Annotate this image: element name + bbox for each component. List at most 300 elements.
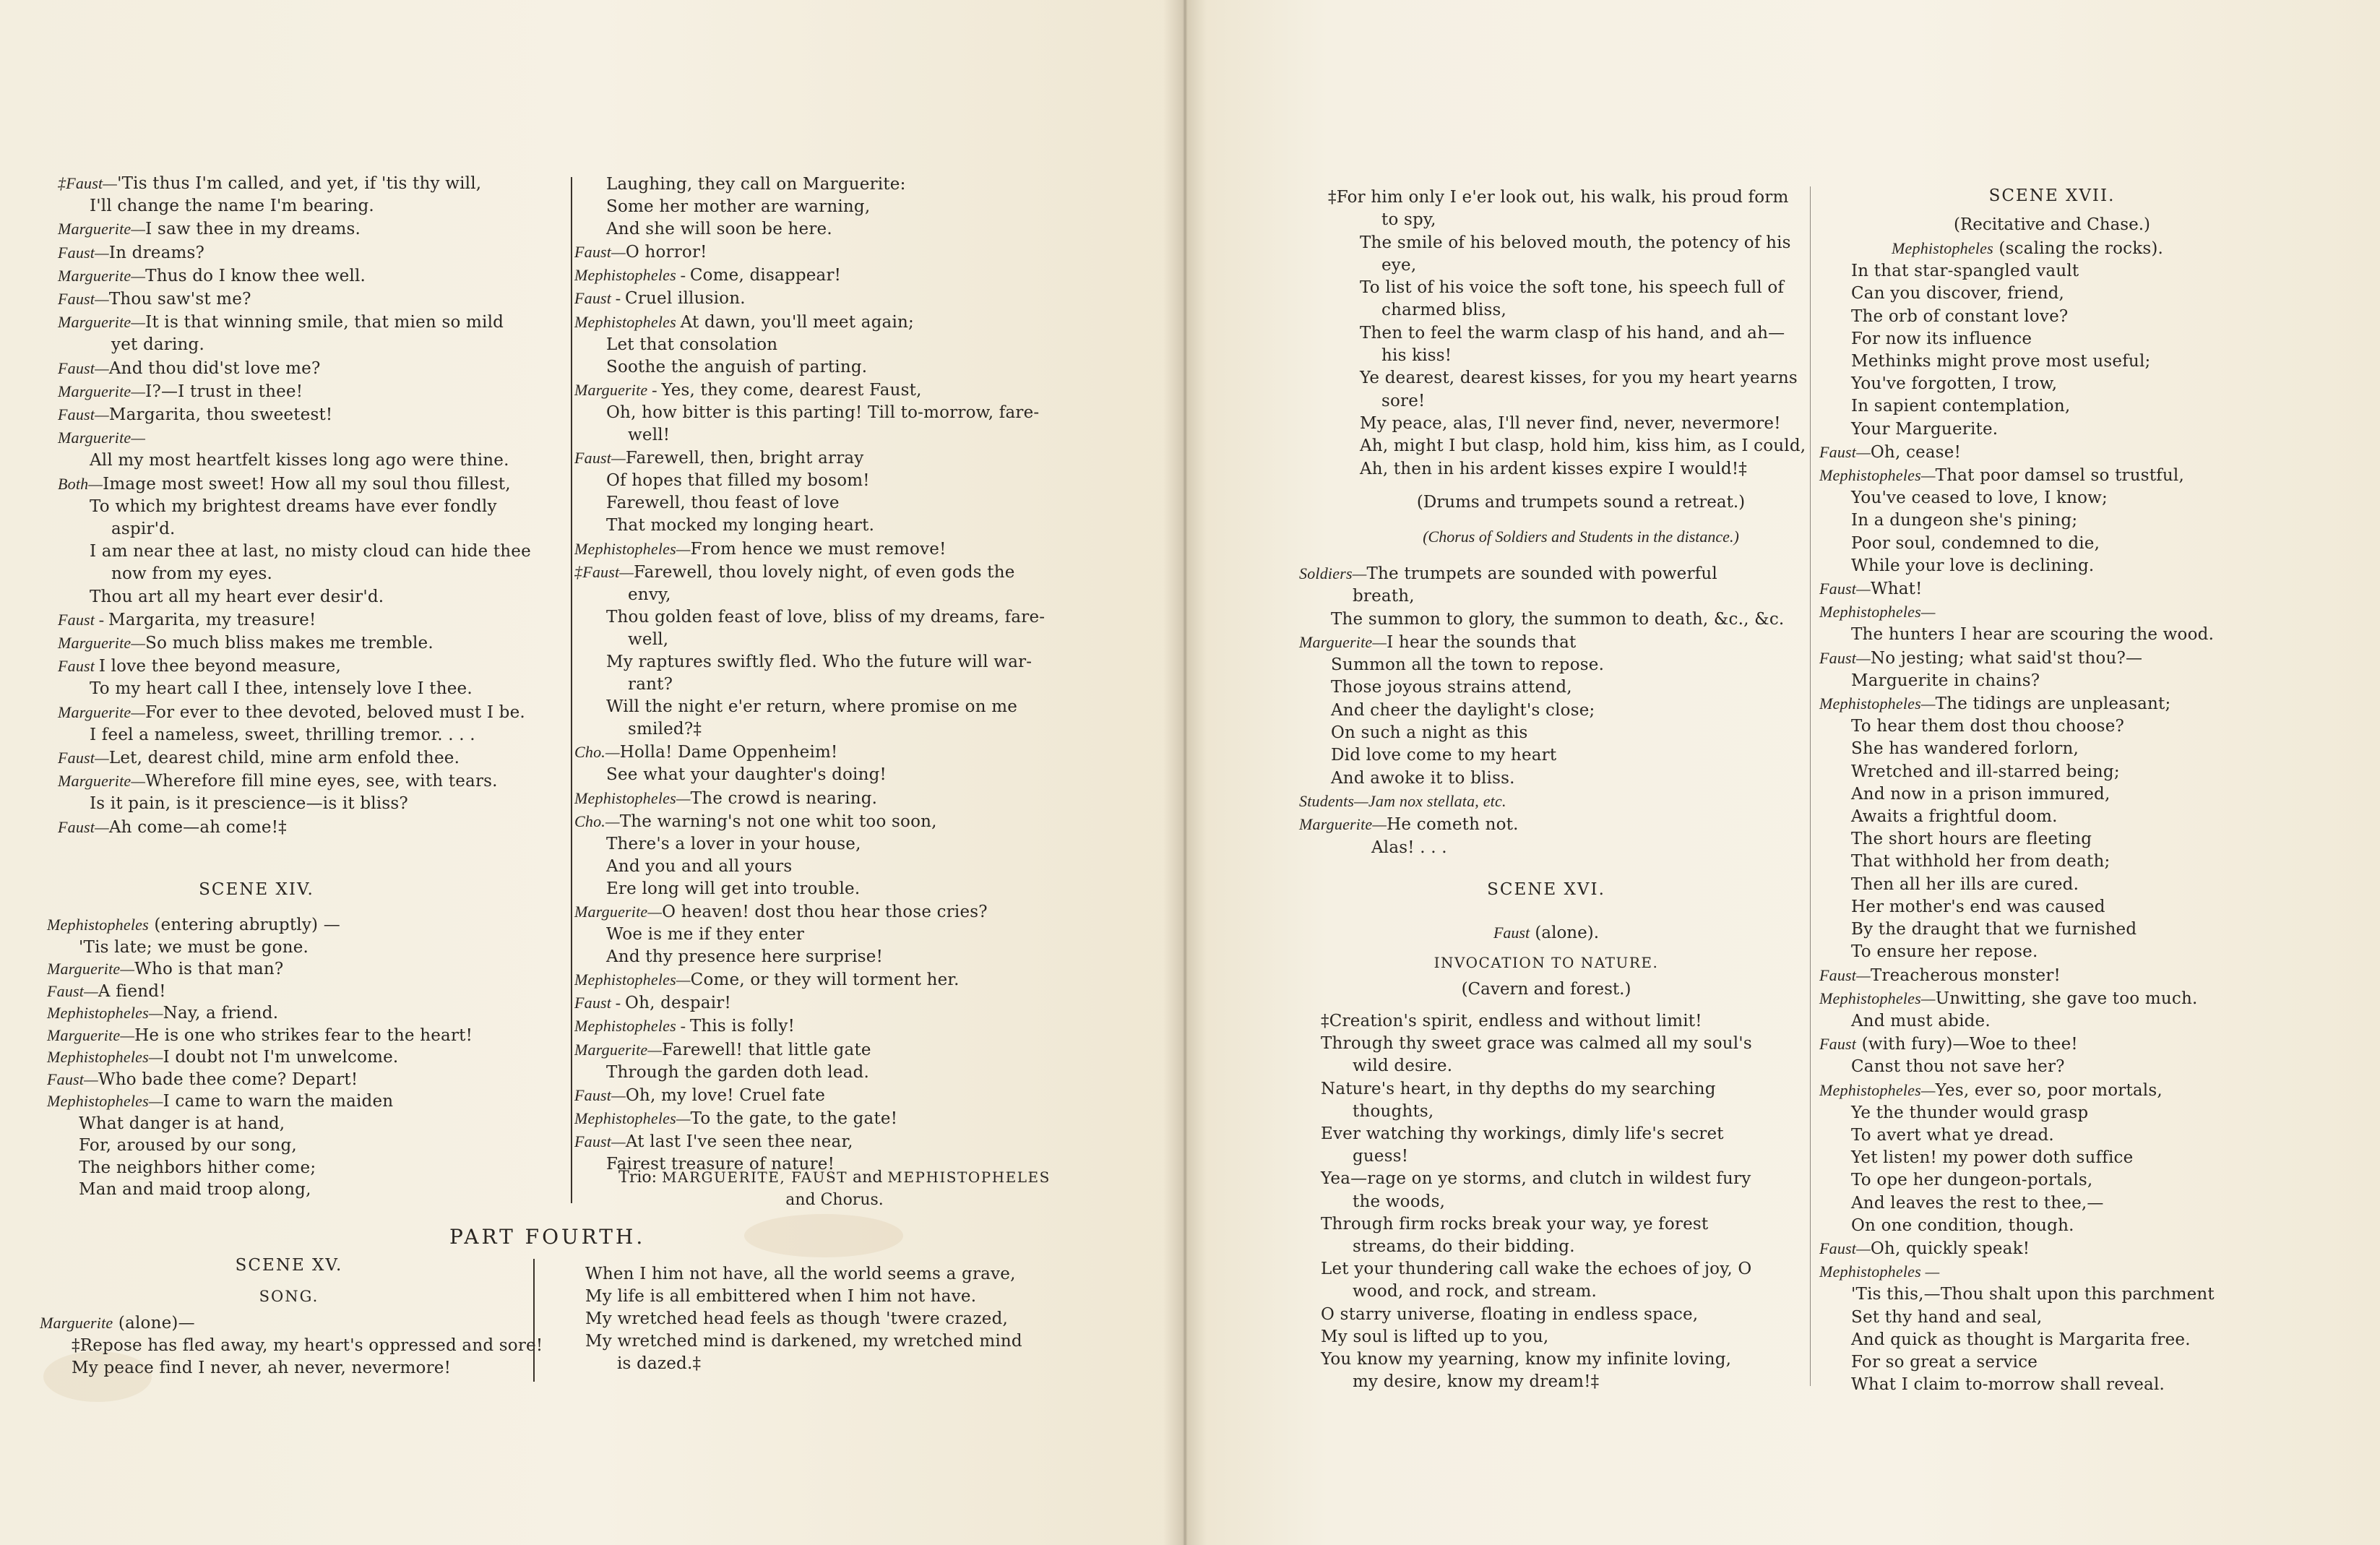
line-text: ‡Creation's spirit, endless and without limit! [1321,1012,1702,1030]
text-line [1321,1033,1845,1055]
text-line [585,1286,1105,1308]
text-line [1328,277,1845,299]
text-line [574,718,1095,741]
line-text: ‡Repose has fled away, my heart's oppressed and sore! [72,1336,543,1355]
line-text: Ah, then in his ardent kisses expire I would!‡ [1360,459,1747,478]
text-line [58,334,564,356]
text-line [1819,1192,2340,1215]
text-line [1819,533,2340,555]
text-line [1328,254,1845,277]
text-line [1299,562,1845,585]
line-text: Oh, despair! [625,994,731,1013]
text-line [574,515,1095,537]
text-line [1819,509,2340,532]
line-text: Treacherous monster! [1870,965,2061,985]
text-line [1819,964,2340,987]
line-text: 'Tis late; we must be gone. [79,937,309,957]
text-line [1321,1055,1845,1077]
speaker-name: Faust— [58,358,109,377]
text-line [58,172,564,195]
line-text: Yes, ever so, poor mortals, [1935,1080,2163,1100]
line-text: The trumpets are sounded with powerful [1366,564,1717,583]
text-line [1299,722,1845,744]
line-text: wood, and rock, and stream. [1353,1282,1598,1301]
line-text: ‡For him only I e'er look out, his walk, his proud form [1328,188,1789,207]
text-line [58,678,564,700]
text-line [1299,654,1845,676]
text-line [1819,395,2340,418]
text-line [585,1263,1105,1286]
line-text: I came to warn the maiden [163,1092,394,1111]
speaker-name: Marguerite— [47,1025,135,1044]
left-column-1-song [40,1312,546,1380]
text-line [40,1357,546,1380]
line-text: I love thee beyond measure, [98,657,342,676]
line-text: And she will soon be here. [606,220,832,239]
text-line [1819,1283,2340,1306]
line-text: Did love come to my heart [1331,746,1557,765]
line-text: He cometh not. [1387,815,1519,835]
text-line [1819,601,2340,624]
text-line [574,584,1095,606]
text-line [58,563,564,585]
text-line [40,1335,546,1357]
text-line [1321,1145,1845,1168]
line-text: (alone)— [113,1314,195,1333]
recitative-direction: (Recitative and Chase.) [1954,215,2150,234]
line-text: On one condition, though. [1851,1215,2074,1235]
line-text: And must abide. [1851,1011,1991,1030]
line-text: Ever watching thy workings, dimly life's secret [1321,1124,1724,1144]
line-text: Ye dearest, dearest kisses, for you my heart yearns [1360,369,1798,388]
line-text: To the gate, to the gate! [690,1109,898,1128]
line-text: The neighbors hither come; [79,1158,316,1177]
line-text: The tidings are unpleasant; [1935,694,2171,714]
text-line [1819,1374,2340,1396]
text-line [1299,700,1845,722]
text-line [1819,738,2340,760]
text-line [1819,670,2340,692]
left-page [0,0,1185,1545]
speaker-name: Marguerite— [58,266,146,285]
text-line [1299,608,1845,631]
invocation-heading: INVOCATION TO NATURE. [1433,954,1659,971]
line-text: No jesting; what said'st thou?— [1870,648,2143,668]
line-text: My peace find I never, ah never, nevermore! [72,1359,452,1377]
line-text: Thou golden feast of love, bliss of my dreams, fare- [606,607,1045,627]
text-line [47,1157,553,1179]
line-text: Man and maid troop along, [79,1180,311,1199]
text-line [574,402,1095,424]
line-text: now from my eyes. [111,564,272,584]
text-line [1321,1348,1845,1371]
speaker-name: Faust— [1819,442,1871,461]
text-line [1819,260,2340,283]
line-text: It is that winning smile, that mien so mild [145,313,504,332]
line-text: You've forgotten, I trow, [1851,374,2058,394]
faust-alone-direction: Faust (alone). [1493,924,1600,942]
text-line [58,746,564,770]
line-text: smiled?‡ [628,720,702,739]
text-line [58,655,564,678]
text-line [1321,1191,1845,1213]
text-line [1321,1010,1845,1033]
line-text: Woe is me if they enter [606,925,805,944]
line-text: My wretched mind is darkened, my wretched mind [585,1332,1022,1351]
line-text: That withhold her from death; [1851,852,2110,872]
line-text: What danger is at hand, [79,1114,285,1133]
line-text: Ye the thunder would grasp [1851,1103,2089,1122]
text-line [1321,1326,1845,1348]
line-text: To list of his voice the soft tone, his speech full of [1360,278,1785,298]
line-text: And thou did'st love me? [108,358,321,378]
text-line [1299,837,1845,859]
text-line [574,1107,1095,1130]
text-line [1819,783,2340,806]
text-line [574,673,1095,696]
line-text: (entering abruptly) — [148,916,340,934]
right-column-1-scene [1299,562,1845,859]
text-line [1819,1237,2340,1260]
line-text: I am near thee at last, no misty cloud can hide thee [90,542,531,561]
line-text: My wretched head feels as though 'twere crazed, [585,1309,1009,1328]
text-line [58,195,564,218]
line-text: For, aroused by our song, [79,1136,297,1155]
text-line [574,764,1095,786]
song-heading: SONG. [259,1288,319,1305]
speaker-name: Faust— [58,243,109,262]
line-text: Come, disappear! [689,266,842,285]
line-text: Her mother's end was caused [1851,897,2105,916]
text-line [58,473,564,496]
text-line [1321,1123,1845,1145]
speaker-name: Mephistopheles— [47,1048,163,1066]
text-line [58,403,564,426]
speaker-name: Mephistopheles [47,916,149,934]
line-text: 'Tis this,—Thou shalt upon this parchment [1851,1285,2215,1304]
line-text: O heaven! dost thou hear those cries? [662,903,988,921]
line-text: I doubt not I'm unwelcome. [163,1048,399,1067]
speaker-name: Marguerite— [1299,815,1387,834]
text-line [47,914,553,937]
line-text: rant? [628,675,673,694]
line-text: He is one who strikes fear to the heart! [134,1025,473,1045]
line-text: At last I've seen thee near, [625,1132,853,1151]
line-text: Farewell! that little gate [662,1040,871,1059]
speaker-name: Soldiers— [1299,564,1367,582]
right-page [1185,0,2380,1545]
text-line [574,629,1095,651]
line-text: Wherefore fill mine eyes, see, with tears. [145,772,498,791]
text-line [1819,874,2340,896]
speaker-name: Marguerite— [574,1040,663,1059]
text-line [1819,1033,2340,1056]
line-text: eye, [1381,255,1417,275]
text-line [58,632,564,655]
text-line [47,1179,553,1201]
line-text: Nature's heart, in thy depths do my searching [1321,1079,1716,1098]
speaker-name: Mephistopheles— [1819,694,1936,713]
speaker-name: Faust— [574,1132,626,1150]
text-line [1819,1329,2340,1351]
line-text: From hence we must remove! [690,539,947,559]
line-text: To my heart call I thee, intensely love I thee. [90,679,473,699]
speaker-name: Mephistopheles— [47,1092,163,1110]
line-text: My life is all embittered when I him not have. [585,1287,977,1306]
line-text: By the draught that we furnished [1851,920,2137,939]
line-text: The crowd is nearing. [690,788,878,808]
line-text: And you and all yours [606,856,793,876]
text-line [1321,1078,1845,1101]
line-text: For ever to thee devoted, beloved must I be. [145,702,525,722]
line-text: And awoke it to bliss. [1331,768,1515,788]
text-line [58,264,564,288]
line-text: To ensure her repose. [1851,942,2038,962]
line-text: his kiss! [1381,346,1452,366]
text-line [1819,987,2340,1010]
line-text: I feel a nameless, sweet, thrilling tremor. . . . [90,725,475,744]
text-line [58,241,564,264]
line-text: the woods, [1353,1192,1446,1211]
line-text: While your love is declining. [1851,556,2095,575]
column-rule [571,177,572,1203]
line-text: thoughts, [1353,1101,1434,1121]
speaker-name: Faust— [47,1070,98,1088]
speaker-name: Faust [58,657,99,676]
left-column-1-dialogue [58,172,564,839]
speaker-name: Marguerite— [1299,632,1387,651]
line-text: Is it pain, is it prescience—is it bliss? [90,794,408,814]
text-line [1819,306,2340,328]
chorus-direction: (Chorus of Soldiers and Students in the distance.) [1423,528,1739,546]
line-text: The smile of his beloved mouth, the potency of his [1360,233,1791,252]
text-line [574,878,1095,900]
text-line [574,379,1095,402]
line-text: Alas! . . . [1371,838,1447,857]
text-line [574,1130,1095,1153]
line-text: All my most heartfelt kisses long ago were thine. [90,451,509,470]
text-line [58,816,564,839]
line-text: is dazed.‡ [617,1354,702,1373]
speaker-name: Marguerite— [58,634,146,653]
line-text: Oh, my love! Cruel fate [625,1085,826,1105]
line-text: The warning's not one whit too soon, [619,812,937,831]
scene-xiv-heading: SCENE XIV. [199,880,314,899]
line-text: I hear the sounds that [1387,632,1577,652]
line-text: She has wandered forlorn, [1851,739,2079,759]
line-text: And thy presence here surprise! [606,947,884,967]
speaker-name: Mephistopheles [1892,239,1993,257]
line-text: Cruel illusion. [625,289,746,309]
line-text: yet daring. [111,335,204,355]
text-line [58,311,564,334]
line-text: Marguerite in chains? [1851,671,2040,690]
line-text: What I claim to-morrow shall reveal. [1851,1375,2165,1395]
text-line [1819,624,2340,646]
text-line [47,937,553,959]
text-line [574,356,1095,379]
line-text: streams, do their bidding. [1353,1237,1575,1257]
text-line [1819,851,2340,873]
text-line [1321,1168,1845,1190]
speaker-name: Marguerite— [58,313,146,332]
text-line [574,696,1095,718]
text-line [47,1025,553,1047]
text-line [47,1090,553,1113]
text-line [1328,435,1845,457]
book-gutter [1163,0,1207,1545]
line-text: Set thy hand and seal, [1851,1307,2043,1327]
text-line [1819,1102,2340,1124]
text-line [1299,744,1845,767]
line-text: Image most sweet! How all my soul thou fillest, [103,474,511,494]
text-line [1819,328,2340,350]
line-text: Come, or they will torment her. [690,971,960,990]
line-text: Margarita, my treasure! [108,610,316,629]
line-text: charmed bliss, [1381,301,1507,320]
text-line [574,1062,1095,1084]
text-line [574,173,1095,196]
text-line [574,787,1095,810]
speaker-name: Mephistopheles— [574,1109,691,1127]
cavern-direction: (Cavern and forest.) [1461,980,1631,999]
line-text: Through firm rocks break your way, ye forest [1321,1214,1709,1234]
line-text: Yet listen! my power doth suffice [1851,1148,2134,1168]
speaker-name: Faust - [58,610,109,629]
line-text: Margarita, thou sweetest! [108,405,333,425]
line-text: My peace, alas, I'll never find, never, nevermore! [1360,413,1781,433]
text-line [1819,692,2340,715]
speaker-name: Mephistopheles— [574,539,691,558]
line-text: Who bade thee come? Depart! [98,1070,358,1089]
line-text: Thus do I know thee well. [145,266,366,285]
speaker-name: Faust [1819,1035,1857,1054]
text-line [574,856,1095,878]
text-line [1819,647,2340,670]
text-line [1819,464,2340,487]
text-line [58,724,564,746]
line-text: When I him not have, all the world seems a grave, [585,1265,1016,1283]
speaker-name: Mephistopheles — [1819,1262,1940,1281]
text-line [574,1084,1095,1107]
speaker-name: Both— [58,474,103,493]
text-line [574,287,1095,310]
part-fourth-heading: PART FOURTH. [449,1225,646,1249]
line-text: I saw thee in my dreams. [145,220,361,239]
line-text: Laughing, they call on Marguerite: [606,175,906,194]
line-text: Methinks might prove most useful; [1851,352,2151,371]
line-text: Your Marguerite. [1851,419,1999,439]
line-text: Oh, how bitter is this parting! Till to-morrow, fare- [606,403,1040,422]
text-line [1819,1056,2340,1078]
line-text: To avert what ye dread. [1851,1125,2054,1145]
speaker-name: ‡Faust— [574,562,634,581]
text-line [585,1353,1105,1375]
text-line [574,334,1095,356]
line-text: In a dungeon she's pining; [1851,511,2078,530]
speaker-name: Faust— [58,817,109,836]
text-line [1328,413,1845,435]
line-text: O starry universe, floating in endless space, [1321,1304,1699,1324]
text-line [1299,676,1845,699]
scene-xvi-heading: SCENE XVI. [1487,880,1605,899]
text-line [58,496,564,518]
line-text: What! [1870,580,1923,599]
speaker-name: Faust— [1819,965,1871,984]
line-text: To hear them dost thou choose? [1851,717,2125,736]
trio-caption: Trio: MARGUERITE, FAUST and MEPHISTOPHELES and Chorus. [618,1169,1051,1209]
line-text: And leaves the rest to thee,— [1851,1193,2104,1213]
text-line [47,1069,553,1091]
text-line [574,470,1095,492]
text-line [58,586,564,608]
right-column-1-song [1328,186,1845,481]
line-text: Let your thundering call wake the echoes of joy, O [1321,1260,1752,1279]
text-line [1328,458,1845,481]
speaker-name: Cho.— [574,743,620,762]
line-text: Yes, they come, dearest Faust, [661,380,922,400]
line-text: Through the garden doth lead. [606,1062,869,1082]
speaker-name: Students—Jam nox stellata, etc. [1299,791,1506,810]
text-line [1819,828,2340,851]
line-text: Ah come—ah come!‡ [108,817,287,837]
line-text: Oh, cease! [1870,442,1962,462]
line-text: well! [628,426,671,445]
text-line [1321,1281,1845,1303]
text-line [1299,790,1845,813]
text-line [1819,1124,2340,1147]
text-line [1819,896,2340,918]
line-text: For so great a service [1851,1352,2038,1372]
line-text: Those joyous strains attend, [1331,678,1572,697]
speaker-name: Marguerite— [47,960,135,978]
line-text: envy, [628,585,671,604]
line-text: You know my yearning, know my infinite loving, [1321,1350,1732,1369]
line-text: Will the night e'er return, where promise on me [606,697,1018,717]
text-line [58,449,564,472]
text-line [1321,1236,1845,1258]
text-line [47,958,553,981]
line-text: (scaling the rocks). [1993,239,2164,258]
line-text: 'Tis thus I'm called, and yet, if 'tis thy will, [117,174,482,193]
speaker-name: Faust - [574,994,626,1012]
text-line [1321,1213,1845,1236]
speaker-name: Mephistopheles [574,312,681,331]
text-line [1819,1169,2340,1192]
text-line [574,968,1095,991]
line-text: To which my brightest dreams have ever fondly [90,496,497,516]
line-text: And cheer the daylight's close; [1331,700,1595,720]
text-line [1328,186,1845,209]
speaker-name: Mephistopheles - [574,266,690,285]
line-text: Thou saw'st me? [108,290,251,309]
speaker-name: Marguerite [40,1314,113,1332]
line-text: This is folly! [689,1017,796,1036]
line-text: Awaits a frightful doom. [1851,807,2058,827]
text-line [1819,487,2340,509]
text-line [1819,373,2340,395]
left-column-2-song [585,1263,1105,1375]
text-line [1328,232,1845,254]
text-line [1819,806,2340,828]
line-text: Fairest treasure of nature! [606,1155,835,1174]
text-line [574,424,1095,447]
line-text: The summon to glory, the summon to death, &c., &c. [1331,609,1785,629]
speaker-name: Mephistopheles— [1819,466,1936,485]
line-text: To ope her dungeon-portals, [1851,1171,2093,1190]
text-line [574,991,1095,1015]
text-line [585,1330,1105,1353]
